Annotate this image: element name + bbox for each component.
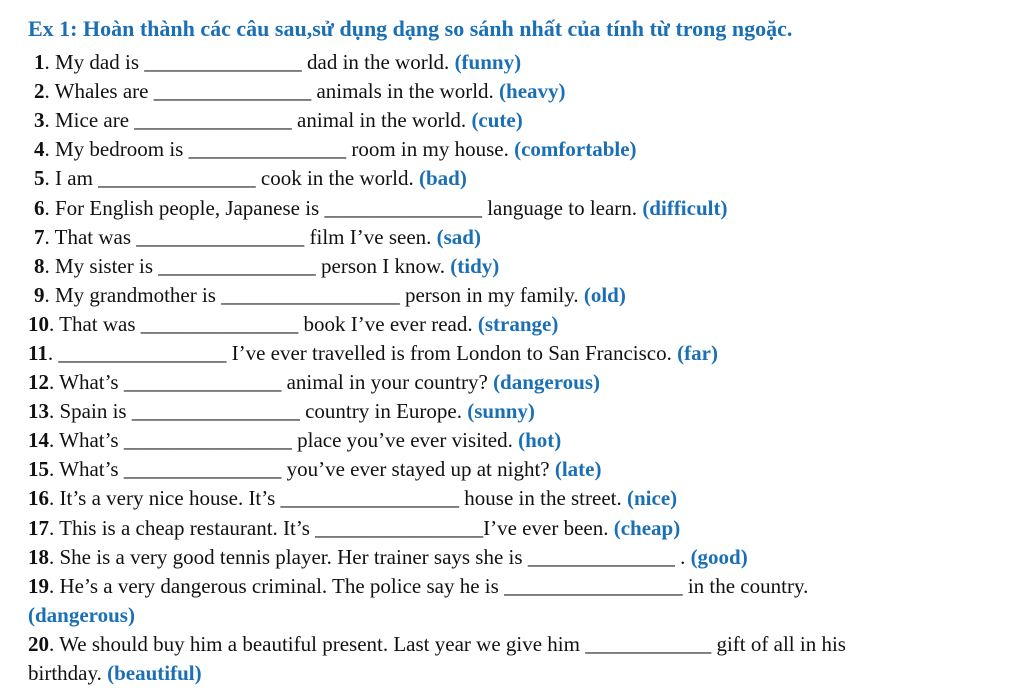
item-hint: (late) xyxy=(554,457,602,481)
item-text-after: person I know. xyxy=(315,254,451,278)
item-text-after: room in my house. xyxy=(346,137,515,161)
item-hint: (nice) xyxy=(627,486,678,510)
item-text-before: . What’s xyxy=(49,457,124,481)
exercise-item-20 xyxy=(28,630,846,659)
item-number: 6 xyxy=(34,196,45,220)
item-number: 14 xyxy=(28,428,49,452)
item-number: 2 xyxy=(34,79,45,103)
item-text-after: I’ve ever travelled is from London to San Francisco. xyxy=(226,341,678,365)
answer-blank[interactable]: _______________ xyxy=(98,166,256,190)
exercise-item-12 xyxy=(28,368,600,397)
item-number: 11 xyxy=(28,341,48,365)
item-number: 3 xyxy=(34,108,45,132)
item-text-after: animal in the world. xyxy=(291,108,472,132)
answer-blank[interactable]: ______________ xyxy=(527,545,675,569)
exercise-item-5 xyxy=(34,164,467,193)
item-text-after: I’ve ever been. xyxy=(483,516,614,540)
item-text-before: . We should buy him a beautiful present. Last year we give him xyxy=(49,632,586,656)
item-text-before: . What’s xyxy=(49,428,124,452)
item-number: 7 xyxy=(34,225,45,249)
item-text-before: . My bedroom is xyxy=(44,137,189,161)
item-text-after: dad in the world. xyxy=(301,50,455,74)
item-text-before: . What’s xyxy=(49,370,124,394)
item-text-after: in the country. xyxy=(682,574,809,598)
item-text-before: . That was xyxy=(49,312,141,336)
item-hint: (good) xyxy=(690,545,748,569)
item-text-before: . My grandmother is xyxy=(44,283,222,307)
item-hint: (funny) xyxy=(454,50,522,74)
item-hint: (comfortable) xyxy=(514,137,637,161)
item-hint: (cute) xyxy=(471,108,523,132)
exercise-item-19-hint-line xyxy=(28,601,135,630)
item-hint: (hot) xyxy=(518,428,562,452)
item-text-after: . xyxy=(674,545,691,569)
item-hint: (heavy) xyxy=(499,79,566,103)
item-number: 8 xyxy=(34,254,45,278)
answer-blank[interactable]: _________________ xyxy=(504,574,683,598)
item-number: 16 xyxy=(28,486,49,510)
answer-blank[interactable]: ____________ xyxy=(585,632,712,656)
answer-blank[interactable]: _________________ xyxy=(280,486,460,510)
exercise-item-7 xyxy=(34,223,481,252)
exercise-item-18 xyxy=(28,543,748,572)
item-number: 15 xyxy=(28,457,49,481)
exercise-item-11 xyxy=(28,339,718,368)
item-hint: (cheap) xyxy=(613,516,681,540)
exercise-item-2 xyxy=(34,77,566,106)
item-text-after: house in the street. xyxy=(459,486,627,510)
item-number: 13 xyxy=(28,399,49,423)
item-number: 17 xyxy=(28,516,49,540)
item-number: 18 xyxy=(28,545,49,569)
item-hint: (strange) xyxy=(477,312,559,336)
item-number: 9 xyxy=(34,283,45,307)
answer-blank[interactable]: ________________ xyxy=(136,225,305,249)
item-text-before: . She is a very good tennis player. Her trainer says she is xyxy=(49,545,528,569)
item-text-before: . Mice are xyxy=(44,108,135,132)
answer-blank[interactable]: ________________ xyxy=(131,399,300,423)
item-number: 10 xyxy=(28,312,49,336)
item-text-before: . My sister is xyxy=(44,254,159,278)
item-text-after: animal in your country? xyxy=(281,370,494,394)
item-number: 4 xyxy=(34,137,45,161)
item-text-after: person in my family. xyxy=(399,283,584,307)
exercise-item-9 xyxy=(34,281,626,310)
item-text-after: cook in the world. xyxy=(255,166,419,190)
answer-blank[interactable]: _______________ xyxy=(134,108,292,132)
answer-blank[interactable]: ________________ xyxy=(123,428,292,452)
answer-blank[interactable]: _______________ xyxy=(144,50,302,74)
answer-blank[interactable]: ________________ xyxy=(315,516,484,540)
item-hint: (sunny) xyxy=(467,399,535,423)
item-number: 20 xyxy=(28,632,49,656)
item-hint: (sad) xyxy=(436,225,481,249)
item-number: 1 xyxy=(34,50,45,74)
item-text-before: . I am xyxy=(44,166,99,190)
item-text-after: you’ve ever stayed up at night? xyxy=(281,457,555,481)
exercise-item-14 xyxy=(28,426,561,455)
item-text-continued: birthday. xyxy=(28,661,108,685)
item-text-before: . Whales are xyxy=(44,79,154,103)
item-number: 5 xyxy=(34,166,45,190)
item-hint: (beautiful) xyxy=(107,661,202,685)
item-text-after: place you’ve ever visited. xyxy=(291,428,519,452)
item-text-before: . My dad is xyxy=(44,50,145,74)
item-text-before: . That was xyxy=(44,225,137,249)
exercise-item-15 xyxy=(28,455,602,484)
item-hint: (dangerous) xyxy=(493,370,601,394)
exercise-item-6 xyxy=(34,194,727,223)
item-hint: (difficult) xyxy=(642,196,728,220)
exercise-item-20-continued xyxy=(28,659,202,688)
answer-blank[interactable]: _______________ xyxy=(140,312,299,336)
item-text-after: animals in the world. xyxy=(311,79,500,103)
exercise-item-13 xyxy=(28,397,535,426)
exercise-item-19 xyxy=(28,572,808,601)
exercise-item-10 xyxy=(28,310,558,339)
item-text-after: country in Europe. xyxy=(299,399,468,423)
answer-blank[interactable]: _______________ xyxy=(324,196,482,220)
exercise-title: Ex 1: Hoàn thành các câu sau,sử dụng dạng so sánh nhất của tính từ trong ngoặc. xyxy=(28,16,793,41)
item-hint: (old) xyxy=(583,283,626,307)
item-text-after: language to learn. xyxy=(481,196,643,220)
item-text-before: . Spain is xyxy=(49,399,132,423)
answer-blank[interactable]: _______________ xyxy=(153,79,312,103)
item-hint: (dangerous) xyxy=(28,603,135,627)
exercise-item-17 xyxy=(28,514,680,543)
answer-blank[interactable]: ________________ xyxy=(58,341,227,365)
answer-blank[interactable]: _________________ xyxy=(221,283,400,307)
item-hint: (tidy) xyxy=(450,254,500,278)
exercise-item-16 xyxy=(28,484,677,513)
item-text-before: . He’s a very dangerous criminal. The police say he is xyxy=(49,574,505,598)
item-text-before: . This is a cheap restaurant. It’s xyxy=(49,516,316,540)
item-text-after: gift of all in his xyxy=(711,632,846,656)
item-number: 12 xyxy=(28,370,49,394)
exercise-item-3 xyxy=(34,106,523,135)
item-hint: (far) xyxy=(677,341,718,365)
item-text-before: . For English people, Japanese is xyxy=(44,196,325,220)
item-number: 19 xyxy=(28,574,49,598)
answer-blank[interactable]: _______________ xyxy=(158,254,316,278)
exercise-item-1 xyxy=(34,48,521,77)
item-text-after: book I’ve ever read. xyxy=(298,312,478,336)
item-text-after: film I’ve seen. xyxy=(304,225,437,249)
answer-blank[interactable]: _______________ xyxy=(188,137,347,161)
answer-blank[interactable]: _______________ xyxy=(123,457,282,481)
item-text-before: . It’s a very nice house. It’s xyxy=(49,486,281,510)
exercise-item-8 xyxy=(34,252,499,281)
item-text-before: . xyxy=(47,341,59,365)
item-hint: (bad) xyxy=(418,166,467,190)
exercise-item-4 xyxy=(34,135,637,164)
answer-blank[interactable]: _______________ xyxy=(123,370,282,394)
